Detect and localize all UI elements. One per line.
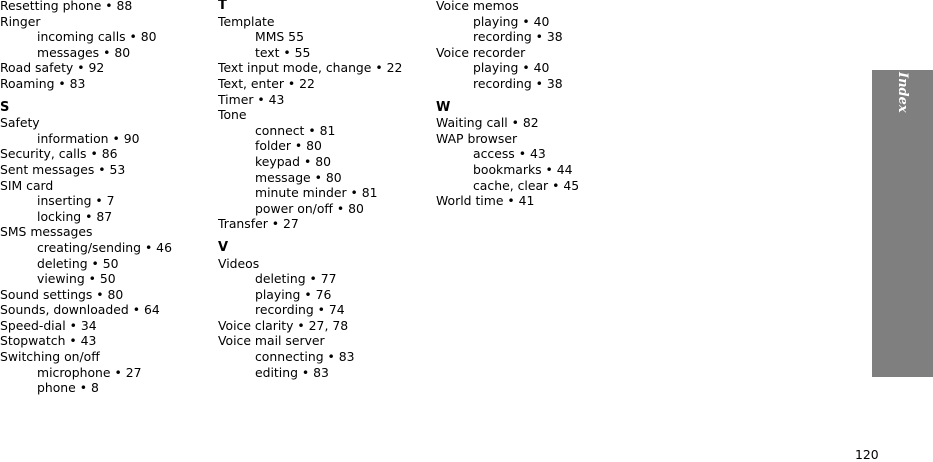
index-letter-heading: V [218, 239, 229, 255]
index-column-3 [436, 0, 646, 209]
index-entry: Voice mail server [218, 333, 325, 349]
index-subentry: deleting • 50 [37, 255, 119, 271]
index-subentry: playing • 40 [473, 60, 550, 76]
index-entry: Text, enter • 22 [218, 75, 315, 91]
index-letter-heading: W [436, 99, 451, 115]
index-subentry: deleting • 77 [255, 271, 337, 287]
index-entry: Roaming • 83 [0, 75, 86, 91]
index-subentry: recording • 38 [473, 75, 563, 91]
index-column-1 [0, 0, 210, 396]
index-subentry: connecting • 83 [255, 349, 355, 365]
index-entry: Stopwatch • 43 [0, 333, 97, 349]
index-entry: Tone [218, 107, 247, 123]
index-subentry: cache, clear • 45 [473, 177, 580, 193]
index-subentry: information • 90 [37, 130, 140, 146]
index-entry: Sounds, downloaded • 64 [0, 302, 160, 318]
index-entry: Security, calls • 86 [0, 146, 118, 162]
index-subentry: access • 43 [473, 146, 546, 162]
index-subentry: playing • 76 [255, 286, 332, 302]
index-tab-label: Index [895, 72, 910, 113]
index-entry: Safety [0, 115, 40, 131]
index-subentry: keypad • 80 [255, 153, 331, 169]
index-entry: SMS messages [0, 224, 93, 240]
index-subentry: playing • 40 [473, 13, 550, 29]
index-entry: Waiting call • 82 [436, 115, 539, 131]
index-subentry: microphone • 27 [37, 364, 142, 380]
index-subentry: power on/off • 80 [255, 200, 364, 216]
index-entry: Ringer [0, 13, 41, 29]
index-subentry: folder • 80 [255, 138, 322, 154]
index-entry: WAP browser [436, 130, 518, 146]
index-subentry: minute minder • 81 [255, 185, 378, 201]
index-subentry: locking • 87 [37, 208, 113, 224]
index-entry: Speed-dial • 34 [0, 317, 97, 333]
index-entry: Resetting phone • 88 [0, 0, 133, 13]
index-subentry: viewing • 50 [37, 271, 116, 287]
index-subentry: recording • 38 [473, 29, 563, 45]
index-letter-heading: S [0, 99, 10, 115]
index-subentry: text • 55 [255, 44, 311, 60]
index-entry: Transfer • 27 [218, 216, 299, 232]
index-subentry: connect • 81 [255, 122, 336, 138]
index-subentry: recording • 74 [255, 302, 345, 318]
index-subentry: message • 80 [255, 169, 342, 185]
index-subentry: editing • 83 [255, 364, 329, 380]
index-subentry: phone • 8 [37, 380, 99, 396]
index-entry: World time • 41 [436, 193, 535, 209]
index-letter-heading: T [218, 0, 227, 13]
index-entry: Voice recorder [436, 44, 526, 60]
page-number: 120 [855, 447, 879, 462]
index-entry: Sound settings • 80 [0, 286, 124, 302]
index-entry: Videos [218, 255, 260, 271]
index-entry: Text input mode, change • 22 [218, 60, 403, 76]
index-entry: Road safety • 92 [0, 60, 105, 76]
index-column-2 [218, 0, 428, 380]
index-subentry: inserting • 7 [37, 193, 115, 209]
index-subentry: bookmarks • 44 [473, 161, 573, 177]
index-entry: SIM card [0, 177, 54, 193]
index-entry: Template [218, 13, 275, 29]
index-entry: Voice memos [436, 0, 519, 13]
index-entry: Voice clarity • 27, 78 [218, 317, 349, 333]
index-subentry: messages • 80 [37, 44, 131, 60]
index-subentry: incoming calls • 80 [37, 29, 157, 45]
index-entry: Switching on/off [0, 349, 100, 365]
index-entry: Timer • 43 [218, 91, 285, 107]
index-entry: Sent messages • 53 [0, 161, 126, 177]
index-subentry: MMS 55 [255, 29, 304, 45]
index-subentry: creating/sending • 46 [37, 239, 172, 255]
